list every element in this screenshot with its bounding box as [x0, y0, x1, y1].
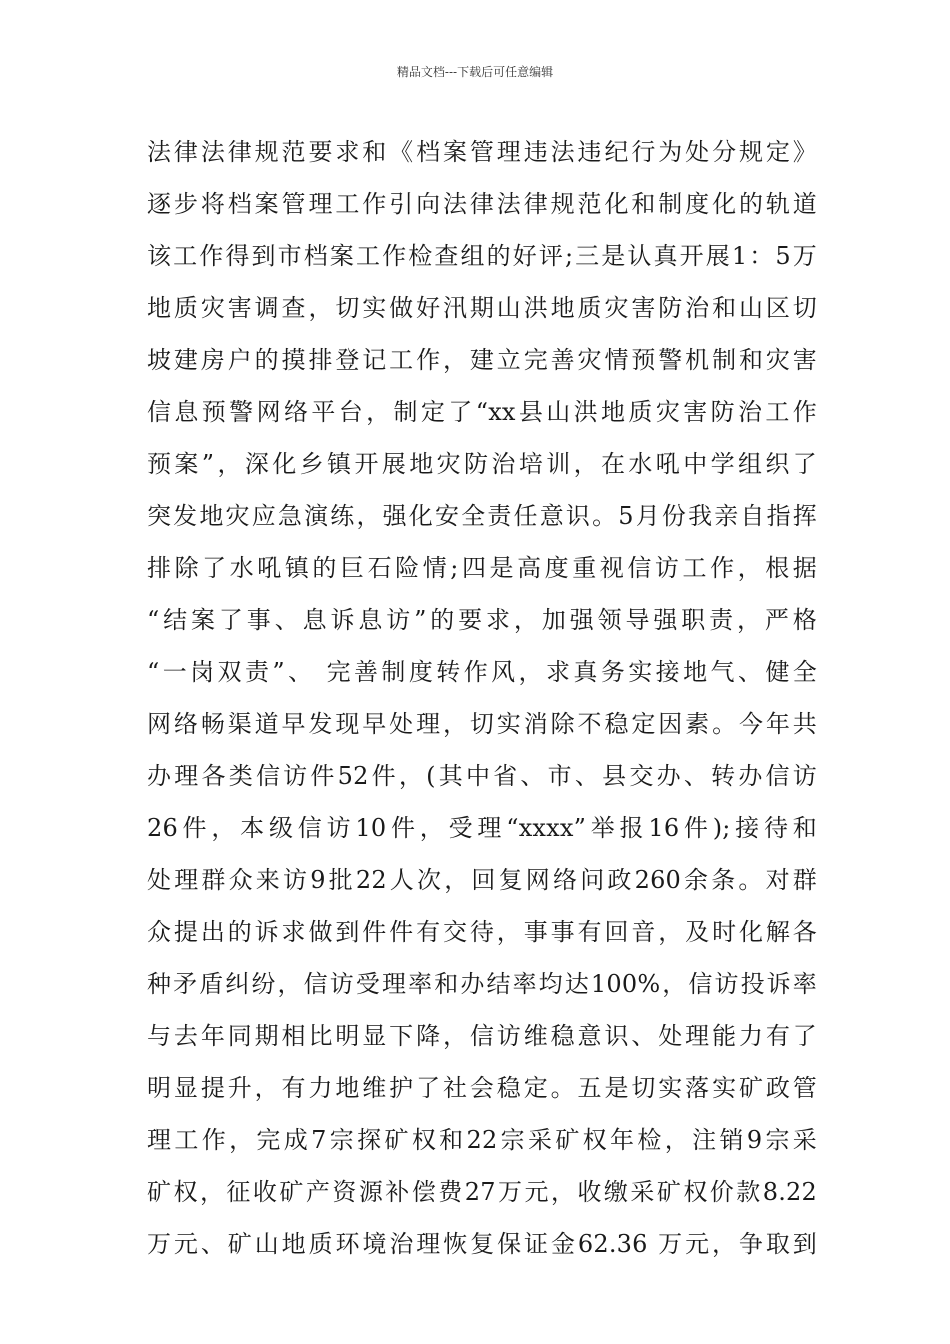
text-line: 26件，本级信访10件，受理“xxxx”举报16件);接待和	[147, 814, 817, 842]
text-line: 坡建房户的摸排登记工作，建立完善灾情预警机制和灾害	[147, 346, 817, 374]
text-line: 逐步将档案管理工作引向法律法律规范化和制度化的轨道	[147, 190, 817, 218]
text-line: 众提出的诉求做到件件有交待，事事有回音，及时化解各	[147, 918, 817, 946]
text-line: 与去年同期相比明显下降，信访维稳意识、处理能力有了	[147, 1022, 817, 1050]
text-line: 预案”，深化乡镇开展地灾防治培训，在水吼中学组织了	[147, 450, 817, 478]
text-line: 矿权，征收矿产资源补偿费27万元，收缴采矿权价款8.22	[147, 1178, 817, 1206]
text-line: 法律法律规范要求和《档案管理违法违纪行为处分规定》	[147, 138, 817, 166]
text-line: 排除了水吼镇的巨石险情;四是高度重视信访工作，根据	[147, 554, 817, 582]
text-line: 处理群众来访9批22人次，回复网络问政260余条。对群	[147, 866, 817, 894]
text-line: 办理各类信访件52件，(其中省、市、县交办、转办信访	[147, 762, 817, 790]
text-line: 明显提升，有力地维护了社会稳定。五是切实落实矿政管	[147, 1074, 817, 1102]
document-body	[147, 126, 817, 1270]
text-line: 万元、矿山地质环境治理恢复保证金62.36 万元，争取到	[147, 1230, 817, 1258]
text-line: “结案了事、息诉息访”的要求，加强领导强职责，严格	[147, 606, 817, 634]
text-line: 种矛盾纠纷，信访受理率和办结率均达100%，信访投诉率	[147, 970, 817, 998]
text-line: 地质灾害调查，切实做好汛期山洪地质灾害防治和山区切	[147, 294, 817, 322]
text-line: 理工作，完成7宗探矿权和22宗采矿权年检，注销9宗采	[147, 1126, 817, 1154]
text-line: 突发地灾应急演练，强化安全责任意识。5月份我亲自指挥	[147, 502, 817, 530]
text-line: 网络畅渠道早发现早处理，切实消除不稳定因素。今年共	[147, 710, 817, 738]
text-line: “一岗双责”、 完善制度转作风，求真务实接地气、健全	[147, 658, 817, 686]
text-line: 信息预警网络平台，制定了“xx县山洪地质灾害防治工作	[147, 398, 817, 426]
text-line: 该工作得到市档案工作检查组的好评;三是认真开展1：5万	[147, 242, 817, 270]
page-header: 精品文档---下载后可任意编辑	[396, 65, 554, 79]
